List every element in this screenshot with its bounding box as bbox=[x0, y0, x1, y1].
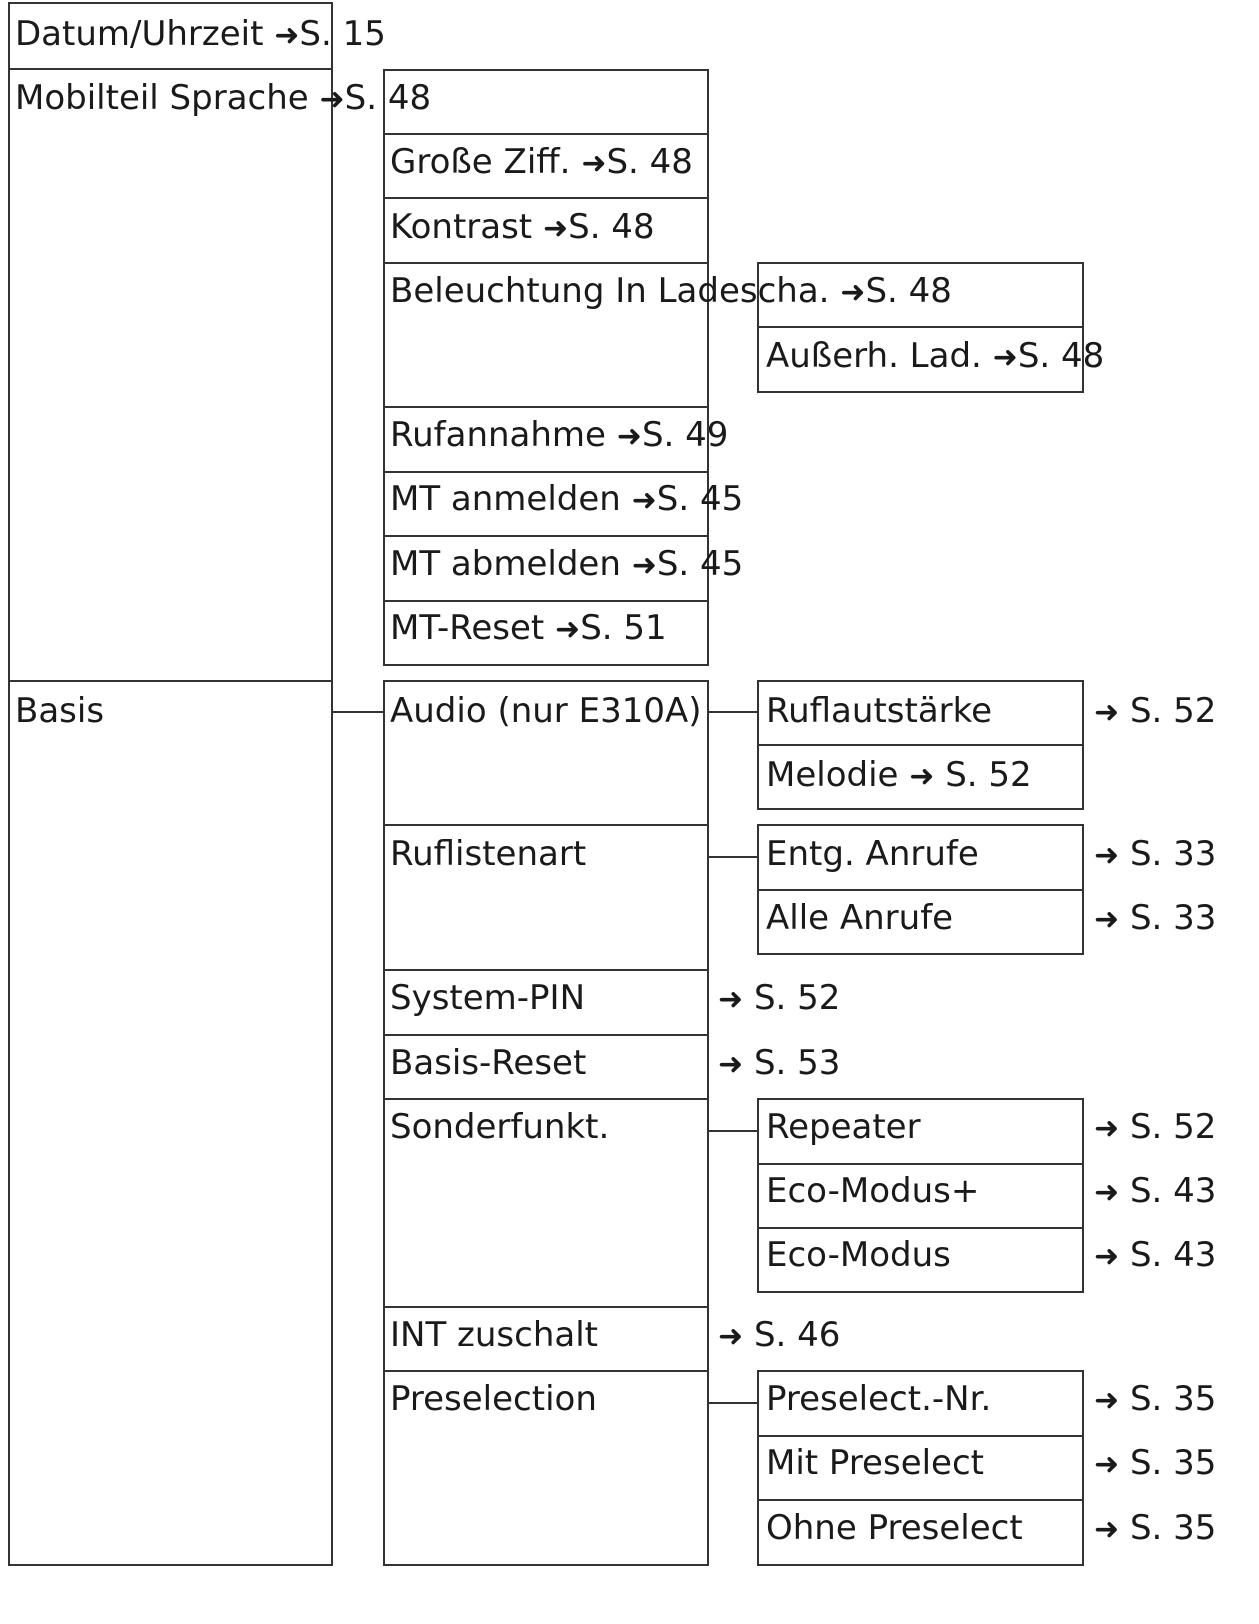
ref-ruflautstaerke: ➜ S. 52 bbox=[1094, 691, 1217, 731]
label-mt-reset: MT-Reset ➜S. 51 bbox=[390, 608, 667, 648]
right-arrow-icon: ➜ bbox=[542, 211, 569, 246]
label-basis-reset: Basis-Reset bbox=[390, 1043, 587, 1083]
right-arrow-icon: ➜ bbox=[1094, 1175, 1120, 1210]
right-arrow-icon: ➜ bbox=[1094, 1512, 1120, 1547]
label-eco-modus-plus: Eco-Modus+ bbox=[766, 1171, 980, 1211]
right-arrow-icon: ➜ bbox=[1094, 838, 1120, 873]
label-eco-modus: Eco-Modus bbox=[766, 1235, 951, 1275]
right-arrow-icon: ➜ bbox=[1094, 1383, 1120, 1418]
right-arrow-icon: ➜ bbox=[718, 1319, 744, 1354]
right-arrow-icon: ➜ bbox=[1094, 1447, 1120, 1482]
label-mobilteil-sprache: Mobilteil Sprache ➜S. 48 bbox=[15, 78, 432, 118]
label-mit-preselect: Mit Preselect bbox=[766, 1443, 984, 1483]
ref-ohne-preselect: ➜ S. 35 bbox=[1094, 1508, 1217, 1548]
ref-entg-anrufe: ➜ S. 33 bbox=[1094, 834, 1217, 874]
label-mt-abmelden: MT abmelden ➜S. 45 bbox=[390, 544, 744, 584]
right-arrow-icon: ➜ bbox=[718, 1047, 744, 1082]
right-arrow-icon: ➜ bbox=[1094, 902, 1120, 937]
label-beleuchtung: Beleuchtung In Ladescha. ➜S. 48 bbox=[390, 271, 952, 311]
right-arrow-icon: ➜ bbox=[319, 82, 345, 117]
label-ruflautstaerke: Ruflautstärke bbox=[766, 691, 993, 731]
label-basis: Basis bbox=[15, 691, 105, 731]
box-basis bbox=[8, 680, 333, 1566]
connector-preselection bbox=[709, 1402, 757, 1404]
connector-ruflistenart bbox=[709, 856, 757, 858]
label-melodie: Melodie ➜ S. 52 bbox=[766, 755, 1032, 795]
ref-eco-modus-plus: ➜ S. 43 bbox=[1094, 1171, 1217, 1211]
label-kontrast: Kontrast ➜S. 48 bbox=[390, 207, 655, 247]
label-grosse-ziff: Große Ziff. ➜S. 48 bbox=[390, 142, 693, 182]
right-arrow-icon: ➜ bbox=[274, 18, 300, 53]
label-entg-anrufe: Entg. Anrufe bbox=[766, 834, 979, 874]
label-rufannahme: Rufannahme ➜S. 49 bbox=[390, 415, 729, 455]
right-arrow-icon: ➜ bbox=[555, 612, 581, 647]
right-arrow-icon: ➜ bbox=[992, 340, 1018, 375]
label-preselection: Preselection bbox=[390, 1379, 597, 1419]
right-arrow-icon: ➜ bbox=[840, 275, 866, 310]
label-int-zuschalt: INT zuschalt bbox=[390, 1315, 599, 1355]
ref-system-pin: ➜ S. 52 bbox=[718, 978, 841, 1018]
ref-eco-modus: ➜ S. 43 bbox=[1094, 1235, 1217, 1275]
label-preselect-nr: Preselect.-Nr. bbox=[766, 1379, 992, 1419]
ref-int-zuschalt: ➜ S. 46 bbox=[718, 1315, 841, 1355]
right-arrow-icon: ➜ bbox=[718, 982, 744, 1017]
label-audio: Audio (nur E310A) bbox=[390, 691, 702, 731]
ref-preselect-nr: ➜ S. 35 bbox=[1094, 1379, 1217, 1419]
right-arrow-icon: ➜ bbox=[1094, 1239, 1120, 1274]
ref-alle-anrufe: ➜ S. 33 bbox=[1094, 898, 1217, 938]
label-repeater: Repeater bbox=[766, 1107, 921, 1147]
right-arrow-icon: ➜ bbox=[581, 146, 607, 181]
ref-basis-reset: ➜ S. 53 bbox=[718, 1043, 841, 1083]
label-alle-anrufe: Alle Anrufe bbox=[766, 898, 954, 938]
connector-basis bbox=[333, 711, 383, 713]
box-mobilteil-sprache bbox=[383, 69, 709, 135]
label-mt-anmelden: MT anmelden ➜S. 45 bbox=[390, 479, 744, 519]
connector-sonderfunkt bbox=[709, 1130, 757, 1132]
label-datum-uhrzeit: Datum/Uhrzeit ➜S. 15 bbox=[15, 14, 386, 54]
box-mobilteil bbox=[8, 68, 333, 682]
connector-audio bbox=[709, 711, 757, 713]
right-arrow-icon: ➜ bbox=[909, 759, 935, 794]
label-system-pin: System-PIN bbox=[390, 978, 586, 1018]
right-arrow-icon: ➜ bbox=[1094, 695, 1120, 730]
right-arrow-icon: ➜ bbox=[616, 419, 642, 454]
label-sonderfunkt: Sonderfunkt. bbox=[390, 1107, 610, 1147]
label-ausserh-lad: Außerh. Lad. ➜S. 48 bbox=[766, 336, 1105, 376]
ref-mit-preselect: ➜ S. 35 bbox=[1094, 1443, 1217, 1483]
ref-repeater: ➜ S. 52 bbox=[1094, 1107, 1217, 1147]
right-arrow-icon: ➜ bbox=[631, 548, 657, 583]
label-ohne-preselect: Ohne Preselect bbox=[766, 1508, 1023, 1548]
right-arrow-icon: ➜ bbox=[631, 483, 657, 518]
label-ruflistenart: Ruflistenart bbox=[390, 834, 587, 874]
right-arrow-icon: ➜ bbox=[1094, 1111, 1120, 1146]
